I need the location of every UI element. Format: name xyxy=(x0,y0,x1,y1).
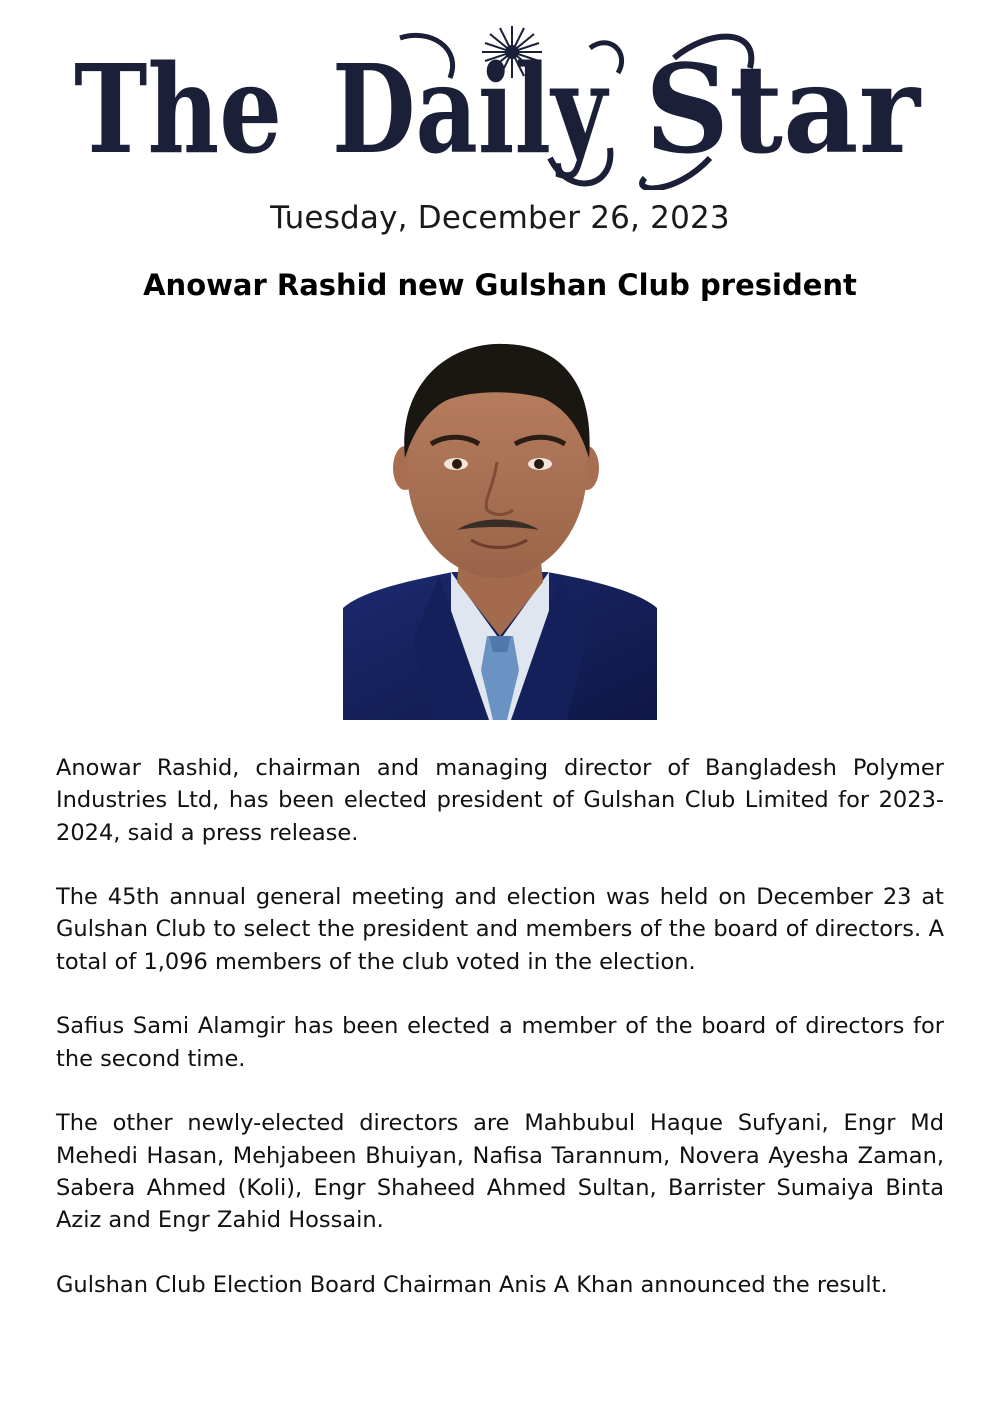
masthead-logo xyxy=(70,18,930,190)
article-headline: Anowar Rashid new Gulshan Club president xyxy=(143,268,857,302)
portrait-photo xyxy=(343,340,657,720)
svg-text:The: The xyxy=(74,37,282,181)
article-paragraph: The other newly-elected directors are Mahbubul Haque Sufyani, Engr Md Mehedi Hasan, Mehjabeen Bhuiyan, Nafisa Tarannum, Novera Ayesha Zaman, Sabera Ahmed (Koli), Engr Shaheed Ahmed Sultan, Barrister Sumaiya Binta Aziz and Engr Zahid Hossain. xyxy=(56,1110,944,1234)
article-paragraph: Anowar Rashid, chairman and managing director of Bangladesh Polymer Industries Ltd, has been elected president of Gulshan Club Limited for 2023-2024, said a press release. xyxy=(56,755,944,846)
daily-star-logo xyxy=(70,18,930,190)
article-paragraph: The 45th annual general meeting and election was held on December 23 at Gulshan Club to select the president and members of the board of directors. A total of 1,096 members of the club voted in the election. xyxy=(56,884,944,975)
publication-date: Tuesday, December 26, 2023 xyxy=(270,200,730,236)
article-body xyxy=(56,752,944,1301)
portrait-illustration xyxy=(343,340,657,720)
svg-text:Star: Star xyxy=(645,37,922,181)
svg-text:Daily: Daily xyxy=(332,37,610,181)
article-paragraph: Safius Sami Alamgir has been elected a member of the board of directors for the second time. xyxy=(56,1013,944,1072)
article-paragraph: Gulshan Club Election Board Chairman Anis A Khan announced the result. xyxy=(56,1271,888,1298)
